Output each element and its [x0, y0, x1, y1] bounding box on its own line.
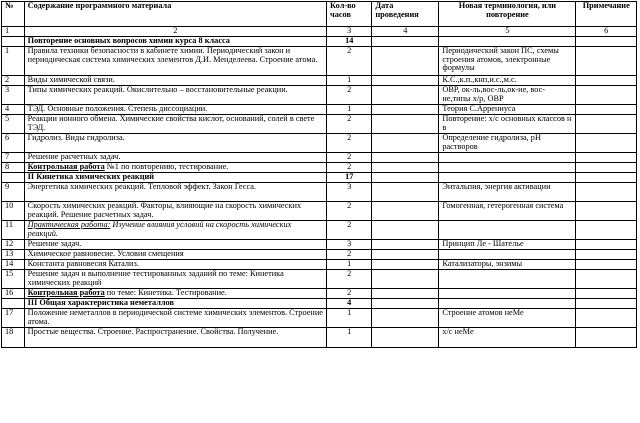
row-content-rest: Изучение влияния условий на скорость химических реакций. — [27, 220, 292, 238]
row-terms: Теория С.Аррениуса — [439, 105, 576, 115]
table-row — [2, 289, 637, 299]
row-content — [24, 221, 326, 240]
row-hours: 1 — [327, 328, 372, 348]
row-hours: 17 — [327, 173, 372, 183]
row-note — [576, 76, 637, 86]
row-terms — [439, 163, 576, 173]
row-number: 18 — [2, 328, 25, 348]
table-row — [2, 115, 637, 134]
row-hours: 4 — [327, 299, 372, 309]
table-row — [2, 202, 637, 221]
curriculum-document — [1, 1, 637, 348]
row-date — [372, 250, 439, 260]
table-row — [2, 163, 637, 173]
row-date — [372, 173, 439, 183]
row-hours: 14 — [327, 37, 372, 47]
row-hours: 1 — [327, 105, 372, 115]
row-hours: 1 — [327, 309, 372, 328]
row-content: Решение задач. — [24, 240, 326, 250]
row-content-rest: по теме: Кинетика. Тестирование. — [104, 288, 227, 297]
row-content: Гидролиз. Виды гидролиза. — [24, 134, 326, 153]
row-date — [372, 86, 439, 105]
row-note — [576, 37, 637, 47]
row-content: Повторение основных вопросов химии курса 8 класса — [24, 37, 326, 47]
row-terms: Определение гидролиза, рН растворов — [439, 134, 576, 153]
column-index: 3 — [327, 27, 372, 37]
header-note: Примечание — [576, 2, 637, 27]
row-number — [2, 299, 25, 309]
section-row — [2, 37, 637, 47]
row-number: 15 — [2, 270, 25, 289]
row-content-rest: №1 по повторению, тестирование. — [104, 162, 229, 171]
row-content: Константа равновесия Катализ. — [24, 260, 326, 270]
row-number: 7 — [2, 153, 25, 163]
row-date — [372, 163, 439, 173]
row-note — [576, 134, 637, 153]
row-hours: 2 — [327, 47, 372, 76]
row-note — [576, 86, 637, 105]
row-date — [372, 183, 439, 202]
row-date — [372, 37, 439, 47]
row-number: 12 — [2, 240, 25, 250]
row-content: Правила техники безопасности в кабинете химии. Периодический закон и периодическая система химических элементов Д.И. Менделеева. Строение атома. — [24, 47, 326, 76]
row-note — [576, 260, 637, 270]
row-number: 2 — [2, 76, 25, 86]
row-content: Энергетика химических реакций. Тепловой эффект. Закон Гесса. — [24, 183, 326, 202]
row-date — [372, 47, 439, 76]
row-hours: 2 — [327, 134, 372, 153]
row-number: 6 — [2, 134, 25, 153]
row-content — [24, 163, 326, 173]
row-note — [576, 240, 637, 250]
table-row — [2, 153, 637, 163]
table-row — [2, 260, 637, 270]
row-content: Решение задач и выполнение тестированных заданий по теме: Кинетика химических реакций — [24, 270, 326, 289]
row-note — [576, 47, 637, 76]
row-terms: Периодический закон ПС, схемы строения атомов, электронные формулы — [439, 47, 576, 76]
row-content: II Кинетика химических реакций — [24, 173, 326, 183]
row-hours: 1 — [327, 260, 372, 270]
row-hours: 3 — [327, 240, 372, 250]
row-hours: 2 — [327, 250, 372, 260]
row-number: 10 — [2, 202, 25, 221]
row-content: Простые вещества. Строение. Распространение. Свойства. Получение. — [24, 328, 326, 348]
row-note — [576, 299, 637, 309]
column-index-row — [2, 27, 637, 37]
row-note — [576, 163, 637, 173]
table-row — [2, 250, 637, 260]
row-terms: Повторение: х/с основных классов н в — [439, 115, 576, 134]
table-header-row — [2, 2, 637, 27]
row-terms — [439, 221, 576, 240]
table-row — [2, 105, 637, 115]
row-hours: 1 — [327, 76, 372, 86]
row-terms: Гомогенная, гетерогенная система — [439, 202, 576, 221]
row-terms — [439, 270, 576, 289]
row-date — [372, 299, 439, 309]
row-hours: 2 — [327, 270, 372, 289]
row-number — [2, 37, 25, 47]
row-content-lead: Контрольная работа — [27, 162, 105, 171]
table-row — [2, 221, 637, 240]
row-note — [576, 202, 637, 221]
row-terms: х/с неМе — [439, 328, 576, 348]
row-terms — [439, 173, 576, 183]
header-num: № — [2, 2, 25, 27]
row-content: Скорость химических реакций. Факторы, влияющие на скорость химических реакций. Решение расчетных задач. — [24, 202, 326, 221]
row-note — [576, 328, 637, 348]
row-content-lead: Практическая работа: — [27, 220, 111, 229]
table-row — [2, 309, 637, 328]
row-note — [576, 173, 637, 183]
row-content: Виды химической связи. — [24, 76, 326, 86]
row-date — [372, 328, 439, 348]
table-row — [2, 47, 637, 76]
header-date: Дата проведения — [372, 2, 439, 27]
row-terms — [439, 250, 576, 260]
row-terms: К.С.,к.п.,кнп,и.с.,м.с. — [439, 76, 576, 86]
row-content: Химическое равновесие. Условия смещения — [24, 250, 326, 260]
row-terms — [439, 37, 576, 47]
curriculum-table — [1, 1, 637, 348]
column-index: 1 — [2, 27, 25, 37]
row-hours: 2 — [327, 163, 372, 173]
row-hours: 2 — [327, 115, 372, 134]
row-number: 9 — [2, 183, 25, 202]
row-terms: Катализаторы, энзимы — [439, 260, 576, 270]
row-note — [576, 105, 637, 115]
row-number: 3 — [2, 86, 25, 105]
row-date — [372, 240, 439, 250]
row-note — [576, 250, 637, 260]
row-hours: 2 — [327, 221, 372, 240]
table-row — [2, 134, 637, 153]
row-date — [372, 134, 439, 153]
row-number — [2, 173, 25, 183]
row-date — [372, 76, 439, 86]
row-note — [576, 221, 637, 240]
row-hours: 2 — [327, 202, 372, 221]
table-row — [2, 86, 637, 105]
row-content: III Общая характеристика неметаллов — [24, 299, 326, 309]
table-row — [2, 76, 637, 86]
row-content: Реакции ионного обмена. Химические свойства кислот, оснований, солей в свете ТЭД. — [24, 115, 326, 134]
row-terms: Строение атомов неМе — [439, 309, 576, 328]
row-content: ТЭД. Основные положения. Степень диссоциации. — [24, 105, 326, 115]
row-content: Решение расчетных задач. — [24, 153, 326, 163]
row-terms: Энтальпия, энергия активации — [439, 183, 576, 202]
row-number: 4 — [2, 105, 25, 115]
column-index: 2 — [24, 27, 326, 37]
table-row — [2, 183, 637, 202]
row-note — [576, 270, 637, 289]
table-row — [2, 240, 637, 250]
row-number: 1 — [2, 47, 25, 76]
row-date — [372, 115, 439, 134]
row-date — [372, 309, 439, 328]
row-note — [576, 289, 637, 299]
row-date — [372, 202, 439, 221]
row-terms: Принцип Ле - Шателье — [439, 240, 576, 250]
column-index: 5 — [439, 27, 576, 37]
header-content: Содержание программного материала — [24, 2, 326, 27]
row-date — [372, 260, 439, 270]
row-number: 13 — [2, 250, 25, 260]
header-terms: Новая терминология, или повторение — [439, 2, 576, 27]
row-content-lead: Контрольная работа — [27, 288, 105, 297]
row-number: 8 — [2, 163, 25, 173]
row-date — [372, 153, 439, 163]
row-note — [576, 183, 637, 202]
section-row — [2, 299, 637, 309]
row-hours: 2 — [327, 86, 372, 105]
column-index: 4 — [372, 27, 439, 37]
row-number: 11 — [2, 221, 25, 240]
row-note — [576, 115, 637, 134]
row-terms: ОВР, ок-ль,вос-ль,ок-ие, вос-ие,типы х/р, ОВР — [439, 86, 576, 105]
table-body — [2, 37, 637, 348]
row-note — [576, 309, 637, 328]
row-hours: 2 — [327, 153, 372, 163]
row-content: Типы химических реакций. Окислительно – восстановительные реакции. — [24, 86, 326, 105]
row-date — [372, 221, 439, 240]
table-row — [2, 328, 637, 348]
row-hours: 2 — [327, 289, 372, 299]
row-note — [576, 153, 637, 163]
row-terms — [439, 299, 576, 309]
row-content: Положение неметаллов в периодической системе химических элементов. Строение атома. — [24, 309, 326, 328]
row-date — [372, 270, 439, 289]
row-terms — [439, 289, 576, 299]
row-hours: 3 — [327, 183, 372, 202]
row-date — [372, 289, 439, 299]
header-hours: Кол-во часов — [327, 2, 372, 27]
row-number: 16 — [2, 289, 25, 299]
row-terms — [439, 153, 576, 163]
row-number: 14 — [2, 260, 25, 270]
table-row — [2, 270, 637, 289]
column-index: 6 — [576, 27, 637, 37]
section-row — [2, 173, 637, 183]
row-content — [24, 289, 326, 299]
row-date — [372, 105, 439, 115]
row-number: 17 — [2, 309, 25, 328]
row-number: 5 — [2, 115, 25, 134]
